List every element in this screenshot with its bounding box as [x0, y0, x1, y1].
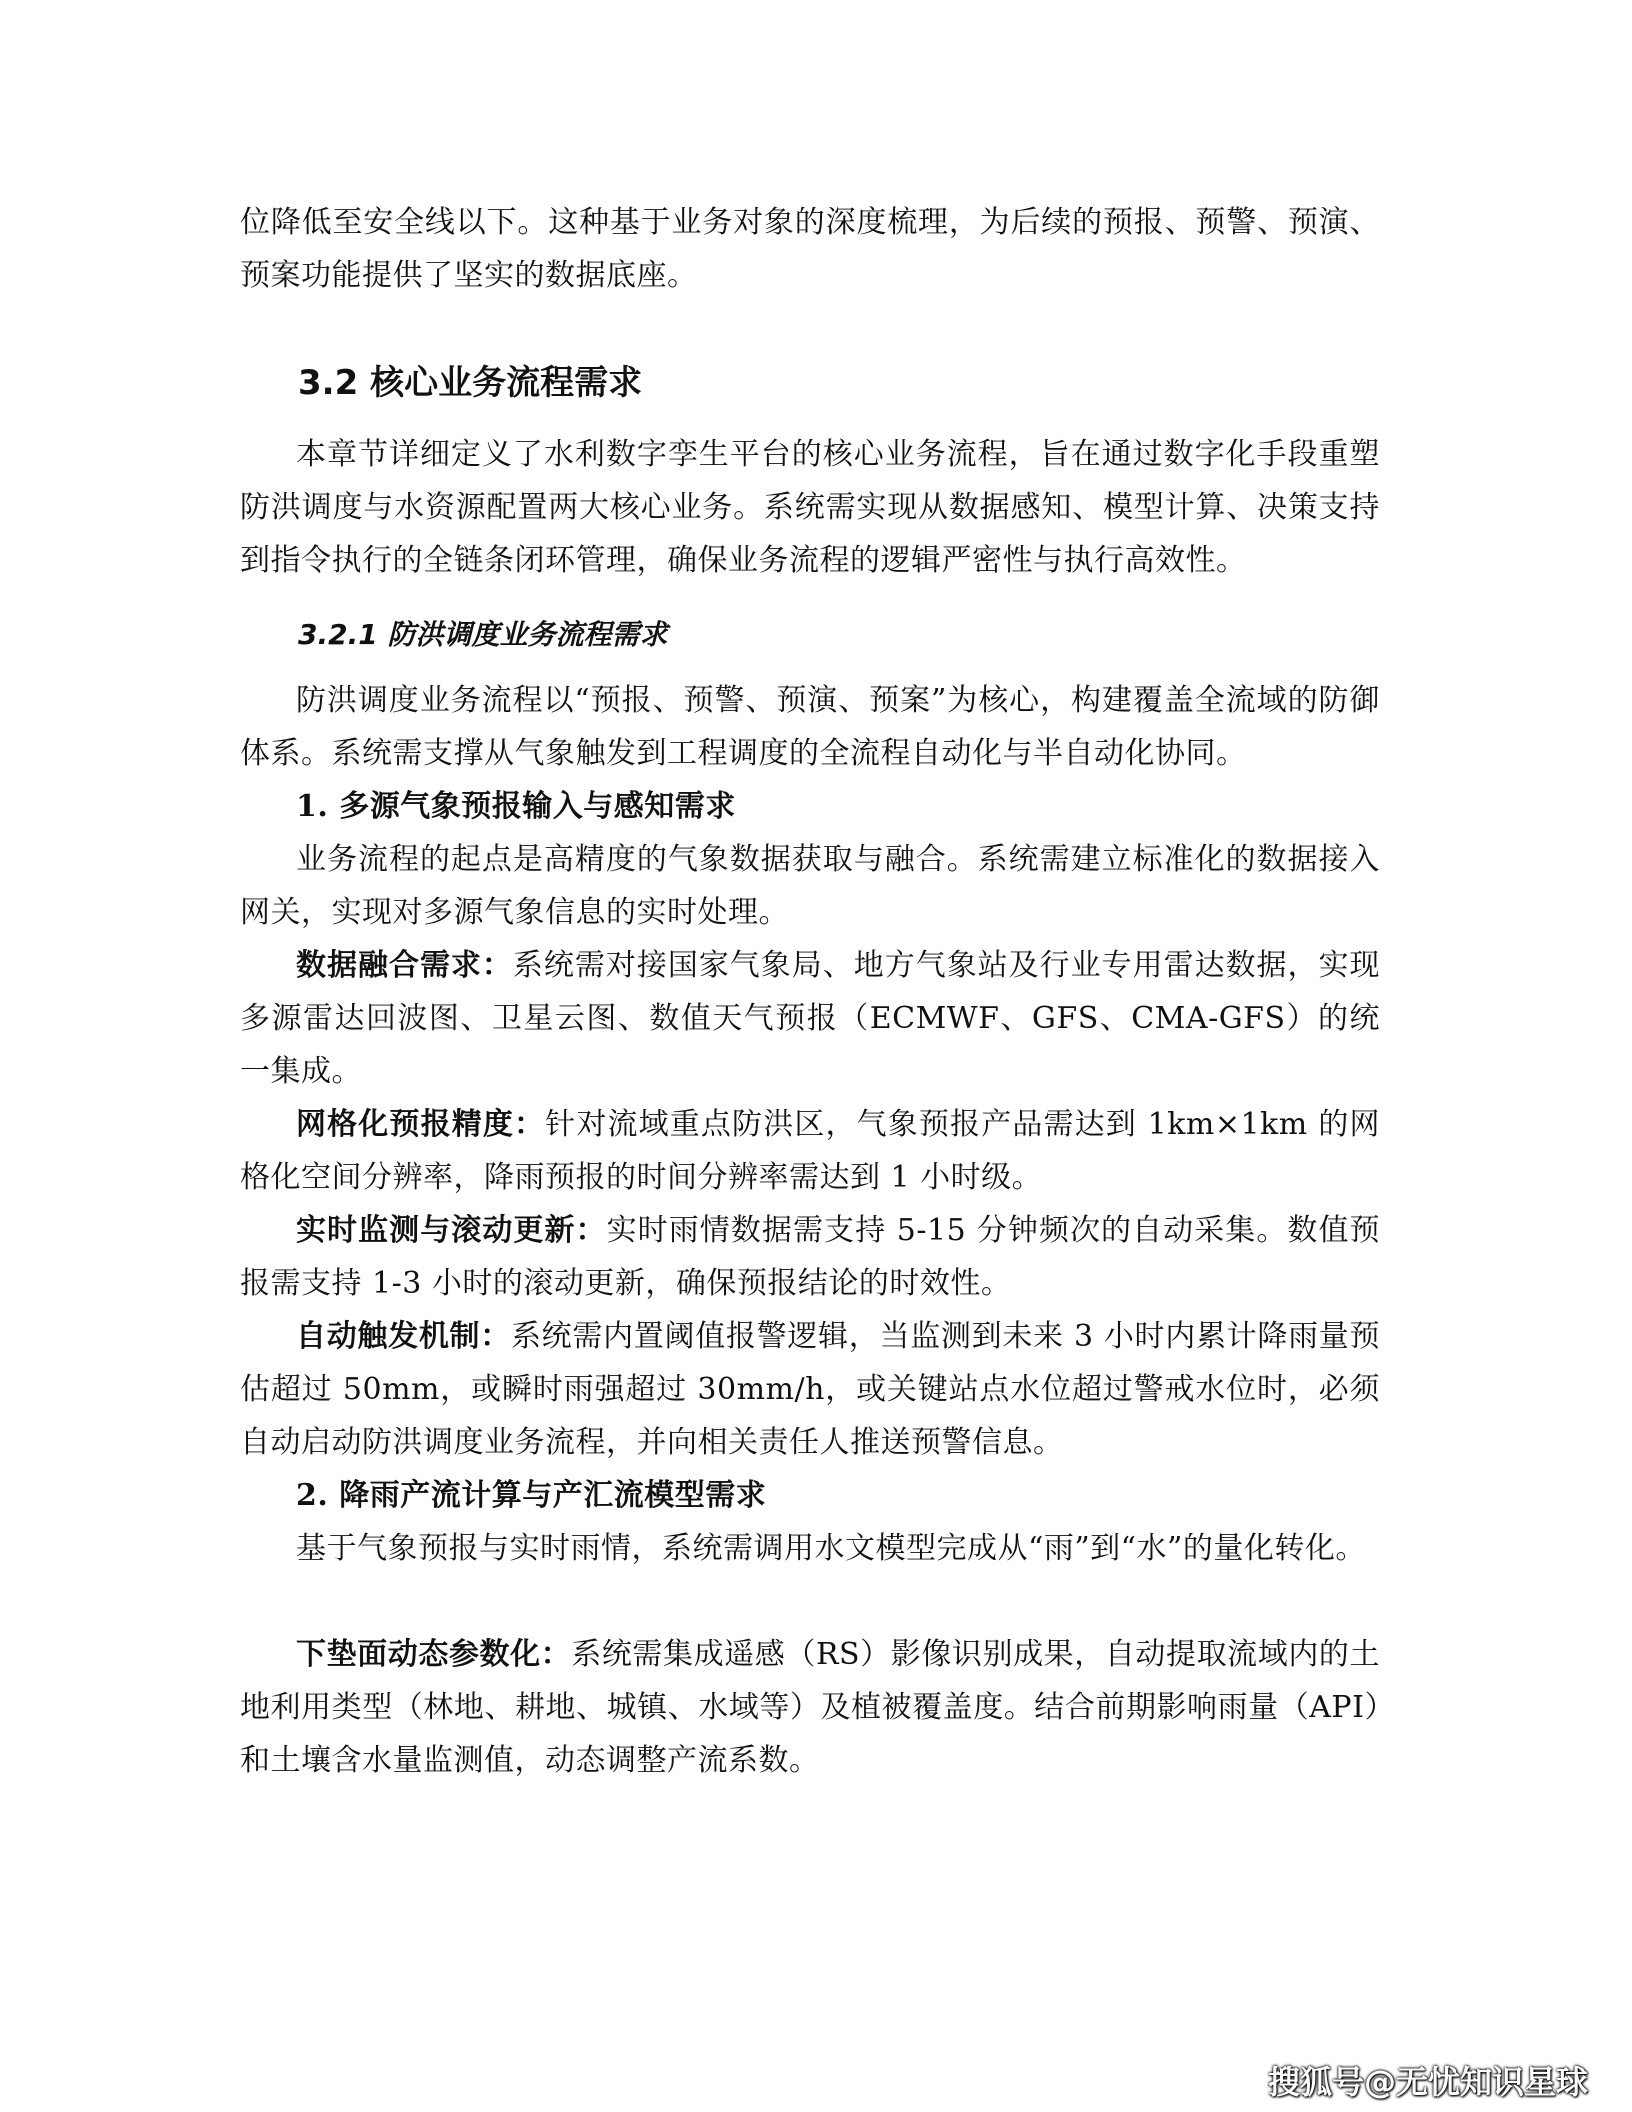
item-1-paragraph: 业务流程的起点是高精度的气象数据获取与融合。系统需建立标准化的数据接入网关，实现对多源气象信息的实时处理。: [240, 842, 1380, 930]
realtime-monitoring-text: 实时雨情数据需支持 5-15 分钟频次的自动采集。数值预报需支持 1-3 小时的滚动更新，确保预报结论的时效性。: [240, 1213, 1380, 1301]
data-fusion-paragraph: [240, 939, 1380, 1098]
section-3-2-paragraph: 本章节详细定义了水利数字孪生平台的核心业务流程，旨在通过数字化手段重塑防洪调度与水资源配置两大核心业务。系统需实现从数据感知、模型计算、决策支持到指令执行的全链条闭环管理，确保业务流程的逻辑严密性与执行高效性。: [240, 437, 1380, 578]
underlying-surface-paragraph: [240, 1628, 1380, 1787]
grid-precision-text: 针对流域重点防洪区，气象预报产品需达到 1km×1km 的网格化空间分辨率，降雨预报的时间分辨率需达到 1 小时级。: [240, 1107, 1381, 1195]
item-2-title: 2. 降雨产流计算与产汇流模型需求: [296, 1478, 767, 1513]
auto-trigger-label: 自动触发机制：: [296, 1319, 511, 1354]
section-3-2-1-paragraph: 防洪调度业务流程以“预报、预警、预演、预案”为核心，构建覆盖全流域的防御体系。系统需支撑从气象触发到工程调度的全流程自动化与半自动化协同。: [240, 683, 1380, 771]
section-3-2-heading: 3.2 核心业务流程需求: [298, 363, 643, 403]
realtime-monitoring-label: 实时监测与滚动更新：: [296, 1213, 607, 1248]
auto-trigger-text: 系统需内置阈值报警逻辑，当监测到未来 3 小时内累计降雨量预估超过 50mm，或瞬时雨强超过 30mm/h，或关键站点水位超过警戒水位时，必须自动启动防洪调度业务流程，并向相关责任人推送预警信息。: [240, 1319, 1380, 1460]
intro-paragraph: 位降低至安全线以下。这种基于业务对象的深度梳理，为后续的预报、预警、预演、预案功能提供了坚实的数据底座。: [240, 205, 1380, 293]
watermark: 搜狐号@无忧知识星球: [1268, 2063, 1589, 2101]
item-1-title: 1. 多源气象预报输入与感知需求: [296, 789, 736, 824]
underlying-surface-text: 系统需集成遥感（RS）影像识别成果，自动提取流域内的土地利用类型（林地、耕地、城镇、水域等）及植被覆盖度。结合前期影响雨量（API）和土壤含水量监测值，动态调整产流系数。: [240, 1637, 1381, 1778]
grid-precision-label: 网格化预报精度：: [296, 1107, 546, 1142]
data-fusion-text: 系统需对接国家气象局、地方气象站及行业专用雷达数据，实现多源雷达回波图、卫星云图、数值天气预报（ECMWF、GFS、CMA-GFS）的统一集成。: [240, 948, 1381, 1089]
item-2-paragraph: 基于气象预报与实时雨情，系统需调用水文模型完成从“雨”到“水”的量化转化。: [296, 1531, 1366, 1566]
section-3-2-1-heading: 3.2.1 防洪调度业务流程需求: [298, 618, 668, 651]
auto-trigger-paragraph: [240, 1310, 1380, 1469]
grid-precision-paragraph: [240, 1098, 1380, 1204]
underlying-surface-label: 下垫面动态参数化：: [296, 1637, 572, 1672]
data-fusion-label: 数据融合需求：: [296, 948, 513, 983]
realtime-monitoring-paragraph: [240, 1204, 1380, 1310]
